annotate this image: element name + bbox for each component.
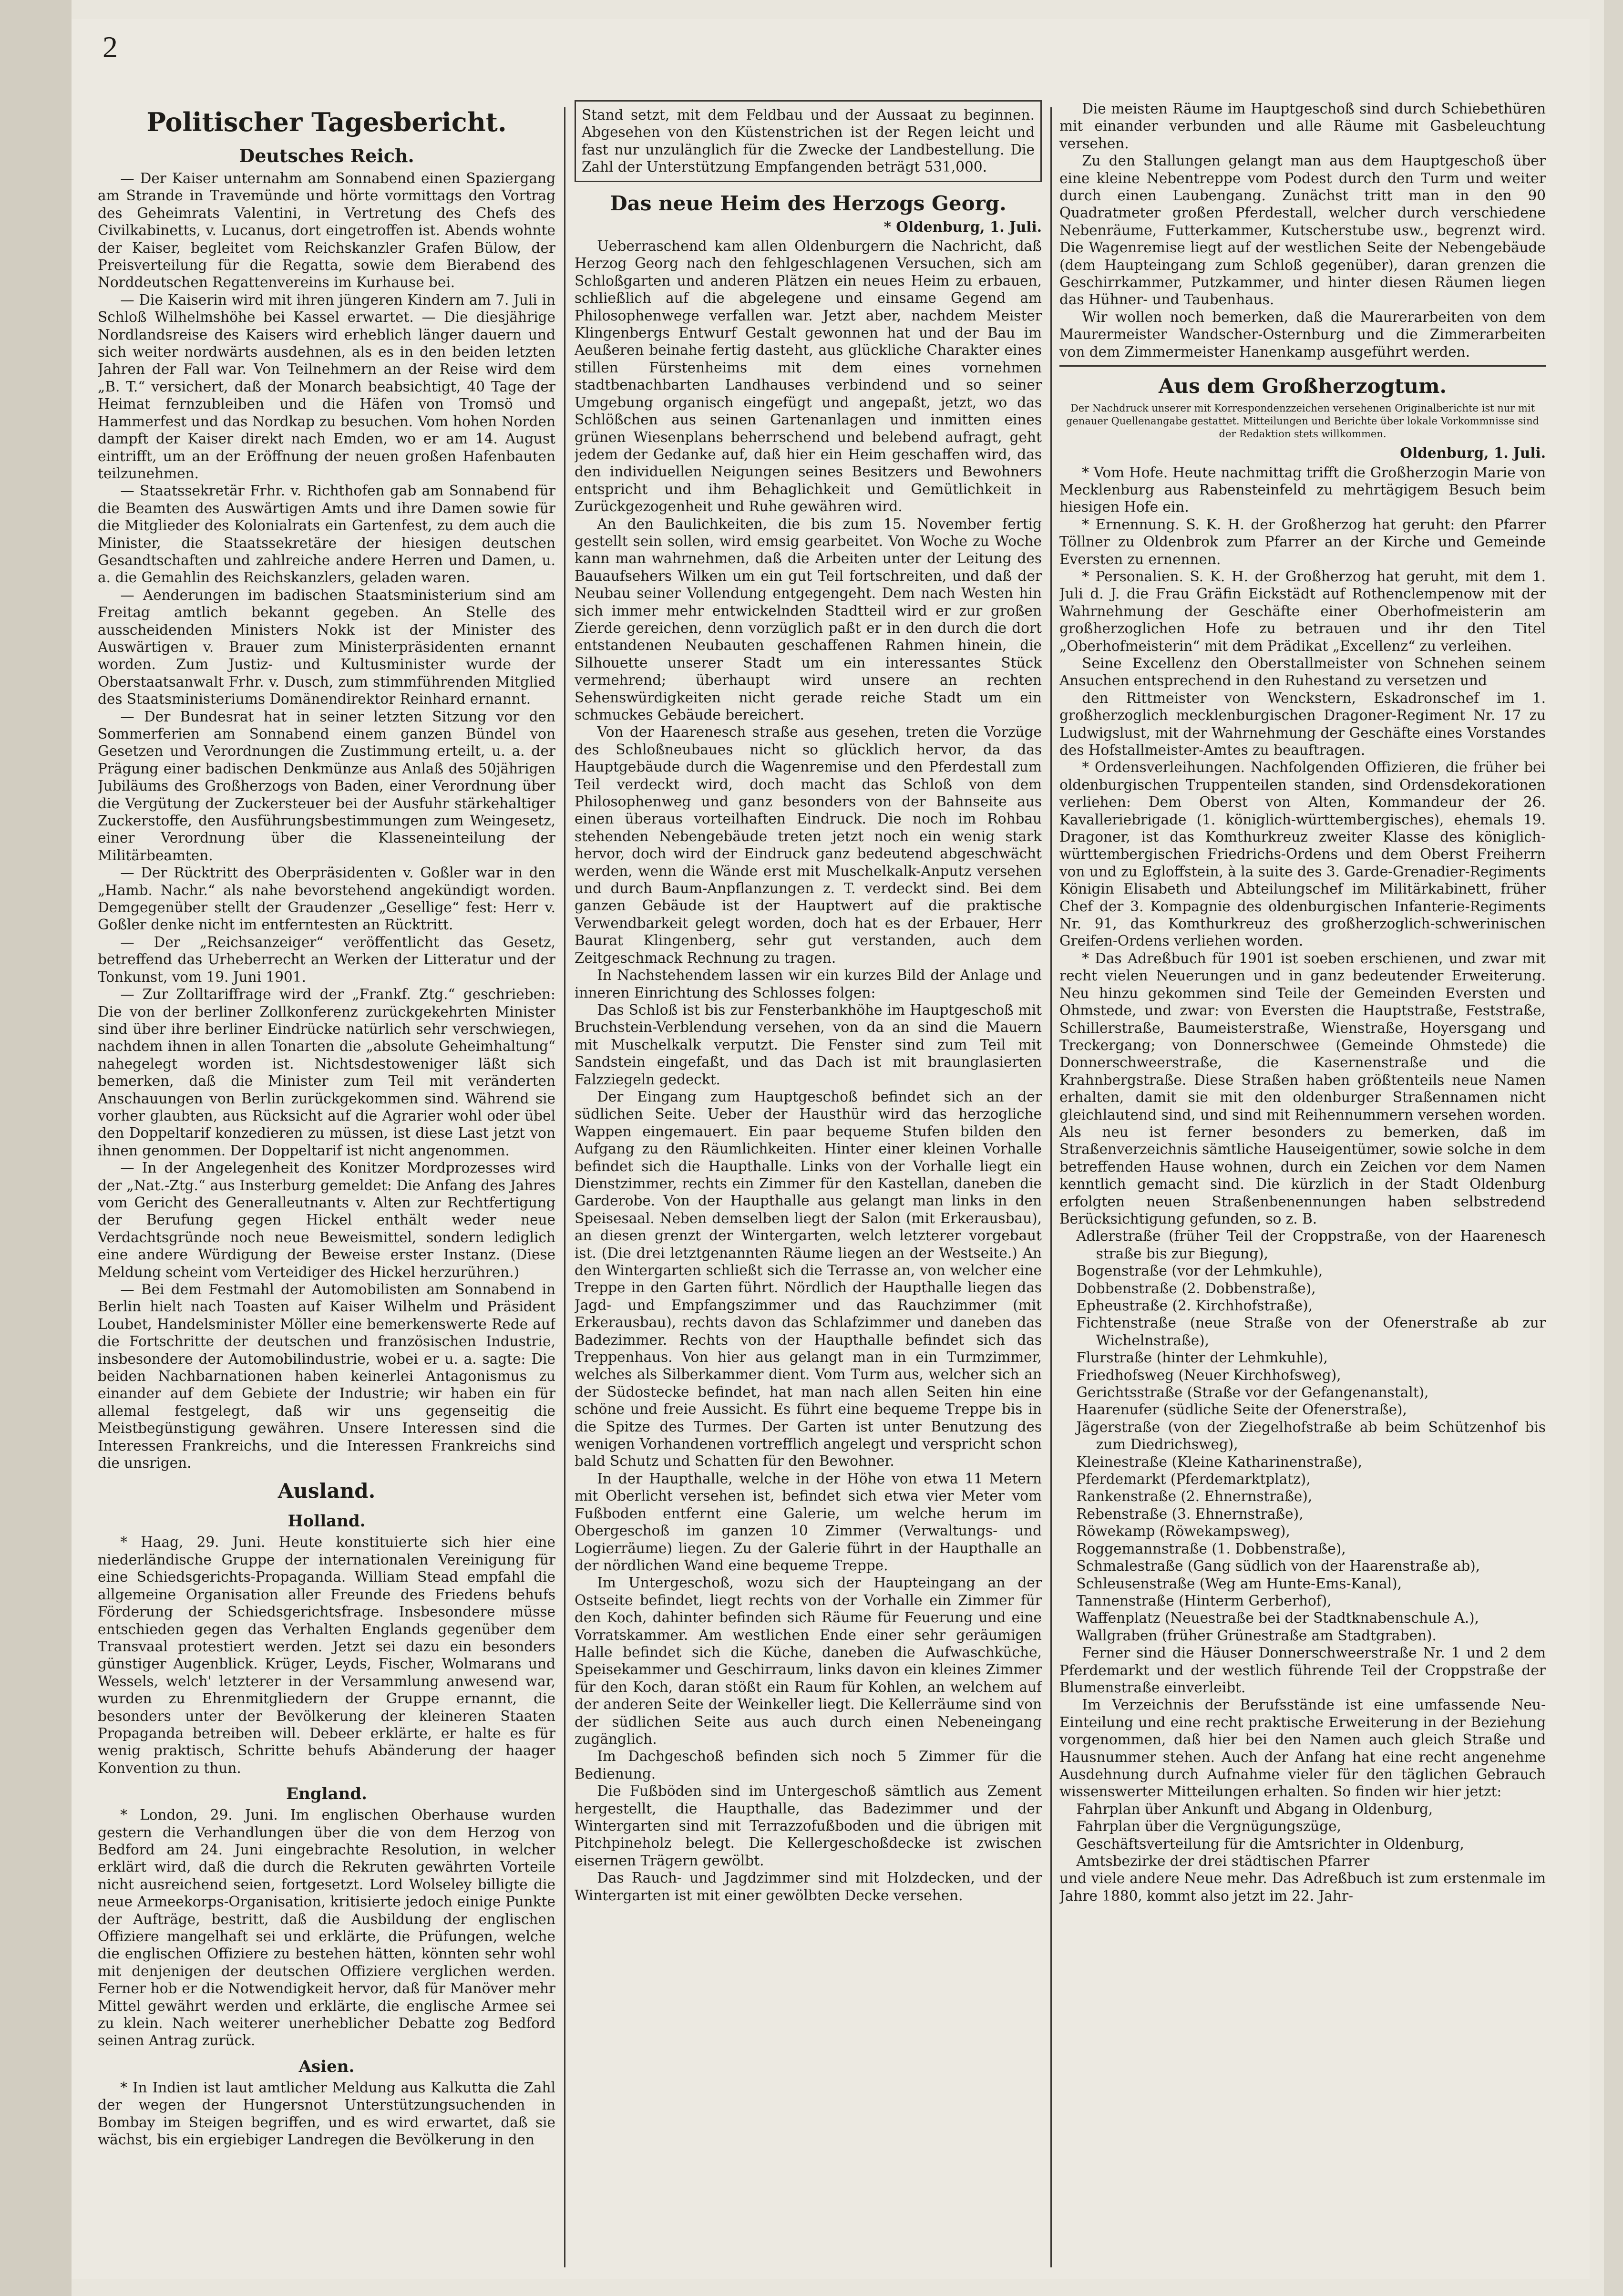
- paragraph: Im Verzeichnis der Berufsstände ist eine umfassende Neu-Einteilung und eine recht praktische Erweiterung in der Beziehung vorgenommen, daß hier bei den Namen auch gleich Straße und Hausnummer stehen. Auch der Anfang hat eine recht angenehme Ausdehnung durch Aufnahme vieler für den täglichen Gebrauch wissenswerter Mitteilungen erhalten. So finden wir hier jetzt:: [1059, 1697, 1546, 1800]
- list-item: Adlerstraße (früher Teil der Croppstraße, von der Haarenesch straße bis zur Biegung),: [1076, 1228, 1546, 1262]
- section-dateline: Oldenburg, 1. Juli.: [1400, 444, 1546, 462]
- paragraph: * Vom Hofe. Heute nachmittag trifft die Großherzogin Marie von Mecklenburg aus Rabensteinfeld zu mehrtägigem Besuch beim hiesigen Hofe ein.: [1059, 464, 1546, 515]
- paragraph: * Ordensverleihungen. Nachfolgenden Offizieren, die früher bei oldenburgischen Truppenteilen standen, sind Ordensdekorationen verliehen: Dem Oberst von Alten, Kommandeur der 26. Kavalleriebrigade (1. königlich-württembergisches), ehemals 19. Dragoner, ist das Komthurkreuz zweiter Klasse des königlich-württembergischen Friedrichs-Ordens und dem Oberst Freiherrn von und zu Egloffstein, à la suite des 3. Garde-Grenadier-Regiments Königin Elisabeth und Abteilungschef im Militärkabinett, früher Chef der 3. Kompagnie des oldenburgischen Infanterie-Regiments Nr. 91, das Komthurkreuz des großherzoglich-schwerinischen Greifen-Ordens verliehen worden.: [1059, 759, 1546, 949]
- paragraph: — Der Bundesrat hat in seiner letzten Sitzung vor den Sommerferien am Sonnabend einem ganzen Bündel von Gesetzen und Verordnungen die Zustimmung erteilt, u. a. der Prägung einer badischen Denkmünze aus Anlaß des 50jährigen Jubiläums des Großherzogs von Baden, einer Verordnung über die Vergütung der Zuckersteuer bei der Ausfuhr stärkehaltiger Zuckerstoffe, den Ausführungsbestimmungen zum Weingesetz, einer Verordnung über die Klasseneinteilung der Militärbeamten.: [98, 708, 555, 864]
- paragraph: Im Untergeschoß, wozu sich der Haupteingang an der Ostseite befindet, liegt rechts von der Vorhalle ein Zimmer für den Koch, dahinter befinden sich Räume für Feuerung und eine Vorratskammer. Am westlichen Ende einer sehr geräumigen Halle befindet sich die Küche, daneben die Aufwaschküche, Speisekammer und Geschirraum, links davon ein kleines Zimmer für den Koch, daran stößt ein Raum für Kohlen, an welchem auf der anderen Seite der Weinkeller liegt. Die Kellerräume sind von der südlichen Seite aus auch durch einen Nebeneingang zugänglich.: [575, 1575, 1042, 1747]
- separator-rule: [1059, 365, 1546, 367]
- paragraph: Der Eingang zum Hauptgeschoß befindet sich an der südlichen Seite. Ueber der Hausthür wird das herzogliche Wappen eingemauert. Ein paar bequeme Stufen bilden den Aufgang zu den Räumlichkeiten. Hinter einer kleinen Vorhalle befindet sich die Haupthalle. Links von der Vorhalle liegt ein Dienstzimmer, rechts ein Zimmer für den Kastellan, daneben die Garderobe. Von der Haupthalle aus gelangt man links in den Speisesaal. Neben demselben liegt der Salon (mit Erkerausbau), an diesen grenzt der Wintergarten, welch letzterer vorgebaut ist. (Die drei letztgenannten Räume liegen an der Westseite.) An den Wintergarten schließt sich die Terrasse an, von welcher eine Treppe in den Garten führt. Nördlich der Haupthalle liegen das Jagd- und Empfangszimmer und das Rauchzimmer (mit Erkerausbau), rechts davon das Schlafzimmer und daneben das Badezimmer. Rechts von der Haupthalle befindet sich das Treppenhaus. Von hier aus gelangt man in ein Turmzimmer, welches als Silberkammer dient. Vom Turm aus, welcher sich an der Südostecke befindet, hat man nach allen Seiten hin eine schöne und freie Aussicht. Es führt eine bequeme Treppe bis in die Spitze des Turmes. Der Garten ist unter Benutzung des wenigen Vorhandenen vortrefflich angelegt und verspricht schon bald Schutz und Schatten für den Bewohner.: [575, 1088, 1042, 1470]
- paragraph: Im Dachgeschoß befinden sich noch 5 Zimmer für die Bedienung.: [575, 1748, 1042, 1782]
- paragraph-asien: * In Indien ist laut amtlicher Meldung aus Kalkutta die Zahl der wegen der Hungersnot Unterstützungsuchenden in Bombay im Steigen begriffen, und es wird erwartet, daß sie wächst, bis ein ergiebiger Landregen die Bevölkerung in den: [98, 2079, 555, 2148]
- paragraph: den Rittmeister von Wenckstern, Eskadronschef im 1. großherzoglich mecklenburgischen Dragoner-Regiment Nr. 17 zu Ludwigslust, mit der Wahrnehmung der Geschäfte eines Vorstandes des Hofstallmeister-Amtes zu beauftragen.: [1059, 690, 1546, 758]
- paragraph: Ueberraschend kam allen Oldenburgern die Nachricht, daß Herzog Georg nach den fehlgeschlagenen Versuchen, sich am Schloßgarten und anderen Plätzen ein neues Heim zu erbauen, schließlich auf die abgelegene und einsame Gegend am Philosophenwege verfallen war. Jetzt aber, nachdem Meister Klingenbergs Entwurf Gestalt gewonnen hat und der Bau im Aeußeren beinahe fertig dasteht, aus glückliche Charakter eines stillen Fürstenheims mit dem eines vornehmen stadtbenachbarten Landhauses verbindend und so seiner Umgebung organisch eingefügt und angepaßt, jetzt, wo das Schlößchen aus seinen Gartenanlagen und inmitten eines grünen Wiesenplans beherrschend und belebend aufragt, geht jedem der Gedanke auf, daß hier ein Heim geschaffen wird, das den individuellen Neigungen seines Besitzers und Bewohners entspricht und ihm Behaglichkeit und Gemütlichkeit in Zurückgezogenheit und Ruhe gewähren wird.: [575, 238, 1042, 515]
- paragraph: — Aenderungen im badischen Staatsministerium sind am Freitag amtlich bekannt gegeben. An Stelle des ausscheidenden Ministers Nokk ist der Minister des Auswärtigen v. Brauer zum Ministerpräsidenten ernannt worden. Zum Justiz- und Kultusminister wurde der Oberstaatsanwalt Frhr. v. Dusch, zum stimmführenden Mitglied des Staatsministeriums Domänendirektor Reinhard ernannt.: [98, 587, 555, 708]
- page-number: 2: [103, 30, 118, 64]
- list-item: Fahrplan über Ankunft und Abgang in Oldenburg,: [1076, 1801, 1433, 1817]
- column-rule-1: [564, 107, 565, 2267]
- paragraph: * Das Adreßbuch für 1901 ist soeben erschienen, und zwar mit recht vielen Neuerungen und in ganz bedeutender Erweiterung. Neu hinzu gekommen sind Teile der Gemeinden Eversten und Ohmstede, und zwar: von Eversten die Hauptstraße, Feststraße, Schillerstraße, Baumeisterstraße, Wienstraße, Hoyersgang und Treckergang; von Donnerschwee (Gemeinde Ohmstede) die Donnerschweerstraße, die Kasernenstraße und die Krahnbergstraße. Diese Straßen haben größtenteils neue Namen erhalten, damit sie mit den oldenburger Straßennamen nicht gleichlautend sind, und sind mit Reihennummern versehen worden. Als neu ist ferner besonders zu bemerken, daß im Straßenverzeichnis sämtliche Hauseigentümer, sowie solche in dem betreffenden Hause wohnen, durch ein Zeichen vor dem Namen kenntlich gemacht sind. Die kürzlich in der Stadt Oldenburg erfolgten neuen Straßenbenennungen haben selbstredend Berücksichtigung gefunden, so z. B.: [1059, 950, 1546, 1227]
- list-item: Pferdemarkt (Pferdemarktplatz),: [1076, 1471, 1311, 1488]
- paragraph: Das Schloß ist bis zur Fensterbankhöhe im Hauptgeschoß mit Bruchstein-Verblendung versehen, von da an sind die Mauern mit Muschelkalk verputzt. Die Fenster sind zum Teil mit Sandstein eingefaßt, und das Dach ist mit braunglasierten Falzziegeln gedeckt.: [575, 1001, 1042, 1088]
- list-item: Rankenstraße (2. Ehnernstraße),: [1076, 1488, 1313, 1505]
- column-politischer-tagesbericht: [98, 100, 555, 2275]
- column-herzog-georg: [575, 100, 1042, 2275]
- paragraph: — Der Kaiser unternahm am Sonnabend einen Spaziergang am Strande in Travemünde und hörte vormittags den Vortrag des Geheimrats Valentini, in Vertretung des Chefs des Civilkabinetts, v. Lucanus, dort eingetroffen ist. Abends wohnte der Kaiser, begleitet vom Reichskanzler Grafen Bülow, der Preisverteilung für die Regatta, sowie dem Bierabend des Norddeutschen Regattenvereins im Kurhause bei.: [98, 170, 555, 291]
- reprint-note: Der Nachdruck unserer mit Korrespondenzzeichen versehenen Originalberichte ist nur mit genauer Quellenangabe gestattet. Mitteilungen und Berichte über lokale Vorkommnisse sind der Redaktion stets willkommen.: [1066, 402, 1540, 440]
- list-item: Röwekamp (Röwekampsweg),: [1076, 1523, 1290, 1540]
- paragraph: Die meisten Räume im Hauptgeschoß sind durch Schiebethüren mit einander verbunden und alle Räume mit Gasbeleuchtung versehen.: [1059, 101, 1546, 152]
- list-item: Waffenplatz (Neuestraße bei der Stadtknabenschule A.),: [1076, 1610, 1479, 1627]
- list-item: Schleusenstraße (Weg am Hunte-Ems-Kanal),: [1076, 1575, 1402, 1592]
- list-item: Geschäftsverteilung für die Amtsrichter in Oldenburg,: [1076, 1835, 1464, 1852]
- paragraph: — Der Rücktritt des Oberpräsidenten v. Goßler war in den „Hamb. Nachr.“ als nahe bevorstehend angekündigt worden. Demgegenüber stellt der Graudenzer „Gesellige“ fest: Herr v. Goßler denke nicht im entferntesten an Rücktritt.: [98, 865, 555, 933]
- list-item: Bogenstraße (vor der Lehmkuhle),: [1076, 1263, 1323, 1279]
- paragraph: Von der Haarenesch straße aus gesehen, treten die Vorzüge des Schloßneubaues nicht so glücklich hervor, da das Hauptgebäude durch die Wagenremise und den Pferdestall zum Teil verdeckt wird, doch macht das Schloß von dem Philosophenweg und ganz besonders von der Bahnseite aus einen überaus vorteilhaften Eindruck. Die noch im Rohbau stehenden Nebengebäude treten jetzt noch ein wenig stark hervor, doch wird der Eindruck ganz bedeutend abgeschwächt werden, wenn die Wände erst mit Muschelkalk-Anputz versehen und durch Baum-Anpflanzungen z. T. verdeckt sind. Bei dem ganzen Gebäude ist der Hauptwert auf die praktische Verwendbarkeit gelegt worden, doch hat es der Erbauer, Herr Baurat Klingenberg, sehr gut verstanden, auch dem Zeitgeschmack Rechnung zu tragen.: [575, 724, 1042, 966]
- list-item: Jägerstraße (von der Ziegelhofstraße ab beim Schützenhof bis zum Diedrichsweg),: [1076, 1419, 1546, 1453]
- list-item: Dobbenstraße (2. Dobbenstraße),: [1076, 1280, 1316, 1297]
- list-item: Gerichtsstraße (Straße vor der Gefangenanstalt),: [1076, 1384, 1429, 1401]
- paragraph: * Personalien. S. K. H. der Großherzog hat geruht, mit dem 1. Juli d. J. die Frau Gräfin Eickstädt auf Rothenclempenow mit der Wahrnehmung der Geschäfte einer Oberhofmeisterin am großherzoglichen Hofe zu betrauen und ihr den Titel „Oberhofmeisterin“ mit dem Prädikat „Excellenz“ zu verleihen.: [1059, 568, 1546, 654]
- list-item: Flurstraße (hinter der Lehmkuhle),: [1076, 1349, 1328, 1366]
- list-item: Fichtenstraße (neue Straße von der Ofenerstraße ab zur Wichelnstraße),: [1076, 1315, 1546, 1349]
- paragraph-closing: und viele andere Neue mehr. Das Adreßbuch ist zum erstenmale im Jahre 1880, kommt also jetzt im 22. Jahr-: [1059, 1870, 1546, 1904]
- paragraph: — Der „Reichsanzeiger“ veröffentlicht das Gesetz, betreffend das Urheberrecht an Werken der Litteratur und der Tonkunst, vom 19. Juni 1901.: [98, 934, 555, 985]
- paragraph: Seine Excellenz den Oberstallmeister von Schnehen seinem Ansuchen entsprechend in den Ruhestand zu versetzen und: [1059, 655, 1546, 689]
- column-grossherzogtum: [1059, 100, 1546, 2275]
- contents-list: [1059, 1801, 1546, 1870]
- paragraph: Das Rauch- und Jagdzimmer sind mit Holzdecken, und der Wintergarten ist mit einer gewölbten Decke versehen.: [575, 1870, 1042, 1904]
- scan-margin-left: [0, 0, 72, 2296]
- paragraph-holland: * Haag, 29. Juni. Heute konstituierte sich hier eine niederländische Gruppe der internationalen Vereinigung für eine Schiedsgerichts-Propaganda. William Stead empfahl die allgemeine Organisation aller Freunde des Friedens behufs Förderung der Schiedsgerichtsfrage. Insbesondere müsse entschieden gegen das Verhalten Englands gegenüber dem Transvaal protestiert werden. Jetzt sei dazu ein besonders günstiger Augenblick. Krüger, Leyds, Fischer, Wolmarans und Wessels, welch' letzterer in der Versammlung anwesend war, wurden zu Ehrenmitgliedern der Gruppe ernannt, die besonders unter der Bevölkerung der kleineren Staaten Propaganda betreiben will. Debeer erklärte, er halte es für wenig praktisch, Schritte behufs Abänderung der haager Konvention zu thun.: [98, 1534, 555, 1776]
- paragraph: An den Baulichkeiten, die bis zum 15. November fertig gestellt sein sollen, wird emsig gearbeitet. Von Woche zu Woche kann man wahrnehmen, daß die Arbeiten unter der Leitung des Bauaufsehers Wilken um ein gut Teil fortschreiten, und daß der Neubau seiner Vollendung entgegengeht. Dem nach Westen hin sich immer mehr entwickelnden Stadtteil wird er zur großen Zierde gereichen, denn vorzüglich paßt er in den durch die dort entstandenen Neubauten geschaffenen Rahmen hinein, die Silhouette unserer Stadt um ein interessantes Stück vermehrend; überhaupt wird unsere an rechten Sehenswürdigkeiten nicht gerade reiche Stadt um ein schmuckes Gebäude bereichert.: [575, 515, 1042, 723]
- scan-margin-right: [1604, 0, 1623, 2296]
- list-item: Rebenstraße (3. Ehnernstraße),: [1076, 1505, 1304, 1522]
- paragraph: Wir wollen noch bemerken, daß die Maurerarbeiten von dem Maurermeister Wandscher-Osternburg und die Zimmerarbeiten von dem Zimmermeister Hanenkamp ausgeführt werden.: [1059, 309, 1546, 360]
- list-item: Friedhofsweg (Neuer Kirchhofsweg),: [1076, 1367, 1341, 1383]
- paragraph: — Staatssekretär Frhr. v. Richthofen gab am Sonnabend für die Beamten des Auswärtigen Amts und ihre Damen sowie für die Mitglieder des Kolonialrats ein Gartenfest, zu dem auch die Minister, die Staatssekretäre der hiesigen deutschen Gesandtschaften und zahlreiche andere Herren und Damen, u. a. die Gemahlin des Reichskanzlers, geladen waren.: [98, 483, 555, 586]
- paragraph: — Die Kaiserin wird mit ihren jüngeren Kindern am 7. Juli in Schloß Wilhelmshöhe bei Kassel erwartet. — Die diesjährige Nordlandsreise des Kaisers wird erheblich länger dauern und sich weiter nordwärts ausdehnen, als es in den beiden letzten Jahren der Fall war. Von Teilnehmern an der Reise wird dem „B. T.“ versichert, daß der Monarch beabsichtigt, 40 Tage der Heimat fernzubleiben und die Häfen von Tromsö und Hammerfest und das Nordkap zu besuchen. Vom hohen Norden dampft der Kaiser direkt nach Emden, wo er am 14. August eintrifft, um an der Eröffnung der neuen großen Hafenbauten teilzunehmen.: [98, 291, 555, 482]
- list-item: Roggemannstraße (1. Dobbenstraße),: [1076, 1540, 1346, 1557]
- subsection-title-england: England.: [286, 1784, 367, 1804]
- street-list: [1059, 1227, 1546, 1644]
- list-item: Epheustraße (2. Kirchhofstraße),: [1076, 1297, 1313, 1314]
- paragraph: Die Fußböden sind im Untergeschoß sämtlich aus Zement hergestellt, die Haupthalle, das Badezimmer und der Wintergarten sind mit Terrazzofußboden und die übrigen mit Pitchpineholz belegt. Die Kellergeschoßdecke ist zwischen eisernen Trägern gewölbt.: [575, 1783, 1042, 1869]
- paragraph: — In der Angelegenheit des Konitzer Mordprozesses wird der „Nat.-Ztg.“ aus Insterburg gemeldet: Die Anfang des Jahres vom Gericht des Generalleutnants v. Alten zur Rechtfertigung der Berufung gegen Hickel enthält weder neue Verdachtsgründe noch neue Beweismittel, sondern lediglich eine andere Würdigung der Beweise erster Instanz. (Diese Meldung scheint vom Verteidiger des Hickel herzurühren.): [98, 1160, 555, 1280]
- paragraph-continuation: Stand setzt, mit dem Feldbau und der Aussaat zu beginnen. Abgesehen von den Küstenstrichen ist der Regen leicht und fast nur unzulänglich für die Zwecke der Landbestellung. Die Zahl der Unterstützung Empfangenden beträgt 531,000.: [582, 107, 1035, 175]
- paragraph: In Nachstehendem lassen wir ein kurzes Bild der Anlage und inneren Einrichtung des Schlosses folgen:: [575, 967, 1042, 1001]
- section-title: Politischer Tagesbericht.: [146, 107, 507, 137]
- column-rule-2: [1050, 107, 1052, 2267]
- article-title: Das neue Heim des Herzogs Georg.: [610, 191, 1007, 215]
- subsection-title-asien: Asien.: [298, 2057, 355, 2076]
- section-title: Aus dem Großherzogtum.: [1158, 374, 1447, 398]
- list-item: Schmalestraße (Gang südlich von der Haarenstraße ab),: [1076, 1558, 1480, 1575]
- paragraph-england: * London, 29. Juni. Im englischen Oberhause wurden gestern die Verhandlungen über die von dem Herzog von Bedford am 24. Juni eingebrachte Resolution, in welcher erklärt wird, daß die durch die Rekruten gewährten Vorteile nicht ausreichend seien, fortgesetzt. Lord Wolseley billigte die neue Armeekorps-Organisation, kritisierte jedoch einige Punkte der Aufträge, bestritt, daß die Ausbildung der englischen Offiziere mangelhaft sei und erklärte, die Prüfungen, welche die englischen Offiziere zu bestehen hätten, könnten sehr wohl mit denjenigen der deutschen Offiziere verglichen werden. Ferner hob er die Notwendigkeit hervor, daß für Manöver mehr Mittel gewährt werden und erklärte, die englische Armee sei zu klein. Nach weiterer unerheblicher Debatte zog Bedford seinen Antrag zurück.: [98, 1807, 555, 2049]
- article-paragraphs: [98, 170, 555, 1472]
- paragraph: — Zur Zolltariffrage wird der „Frankf. Ztg.“ geschrieben: Die von der berliner Zollkonferenz zurückgekehrten Minister sind über ihre berliner Eindrücke natürlich sehr verschwiegen, nachdem ihnen in allen Tonarten die „absolute Geheimhaltung“ nahegelegt worden ist. Nichtsdestoweniger läßt sich bemerken, daß die Minister zum Teil mit veränderten Anschauungen von Berlin zurückgekommen sind. Während sie vorher glaubten, aus Rücksicht auf die Agrarier wohl oder übel den Doppeltarif konzedieren zu müssen, ist diese Last jetzt von ihnen genommen. Der Doppeltarif ist nicht angenommen.: [98, 986, 555, 1159]
- article-dateline: * Oldenburg, 1. Juli.: [883, 218, 1042, 235]
- paragraph: * Ernennung. S. K. H. der Großherzog hat geruht: den Pfarrer Töllner zu Oldenbrok zum Pfarrer an der Kirche und Gemeinde Eversten zu ernennen.: [1059, 516, 1546, 567]
- list-item: Kleinestraße (Kleine Katharinenstraße),: [1076, 1453, 1362, 1470]
- list-item: Haarenufer (südliche Seite der Ofenerstraße),: [1076, 1401, 1407, 1418]
- paragraph: Zu den Stallungen gelangt man aus dem Hauptgeschoß über eine kleine Nebentreppe vom Podest durch den Turm und weiter durch einen Laubengang. Zunächst tritt man in den 90 Quadratmeter großen Pferdestall, welcher durch verschiedene Nebenräume, Futterkammer, Kutscherstube usw., begrenzt wird. Die Wagenremise liegt auf der westlichen Seite der Nebengebäude (dem Haupteingang zum Schloß gegenüber), daran grenzen die Geschirrkammer, Putzkammer, und hinter diesen Räumen liegen das Hühner- und Taubenhaus.: [1059, 153, 1546, 308]
- section-title-ausland: Ausland.: [277, 1479, 376, 1503]
- list-item: Wallgraben (früher Grünestraße am Stadtgraben).: [1076, 1627, 1437, 1644]
- list-item: Tannenstraße (Hinterm Gerberhof),: [1076, 1592, 1332, 1609]
- continuation-box: [575, 100, 1042, 182]
- list-item: Fahrplan über die Vergnügungszüge,: [1076, 1818, 1342, 1835]
- paragraph: Ferner sind die Häuser Donnerschweerstraße Nr. 1 und 2 dem Pferdemarkt und der westlich führende Teil der Croppstraße der Blumenstraße einverleibt.: [1059, 1645, 1546, 1696]
- list-item: Amtsbezirke der drei städtischen Pfarrer: [1076, 1853, 1370, 1869]
- paragraph: In der Haupthalle, welche in der Höhe von etwa 11 Metern mit Oberlicht versehen ist, befindet sich etwa vier Meter vom Fußboden entfernt eine Galerie, um welche herum im Obergeschoß im ganzen 10 Zimmer (Verwaltungs- und Logierräume) liegen. Zu der Galerie führt in der Haupthalle an der nördlichen Wand eine bequeme Treppe.: [575, 1470, 1042, 1574]
- paragraph: — Bei dem Festmahl der Automobilisten am Sonnabend in Berlin hielt nach Toasten auf Kaiser Wilhelm und Präsident Loubet, Handelsminister Möller eine bemerkenswerte Rede auf die Fortschritte der deutschen und französischen Industrie, insbesondere der Automobilindustrie, wobei er u. a. sagte: Die beiden Nachbarnationen haben keinerlei Antagonismus zu einander auf dem Gebiete der Industrie; wir haben ein für allemal festgelegt, daß wir uns gegenseitig die Meistbegünstigung gewähren. Unsere Interessen sind die Interessen Frankreichs, und die Interessen Frankreichs sind die unsrigen.: [98, 1281, 555, 1472]
- subsection-title-holland: Holland.: [288, 1512, 366, 1531]
- section-subtitle: Deutsches Reich.: [239, 145, 414, 166]
